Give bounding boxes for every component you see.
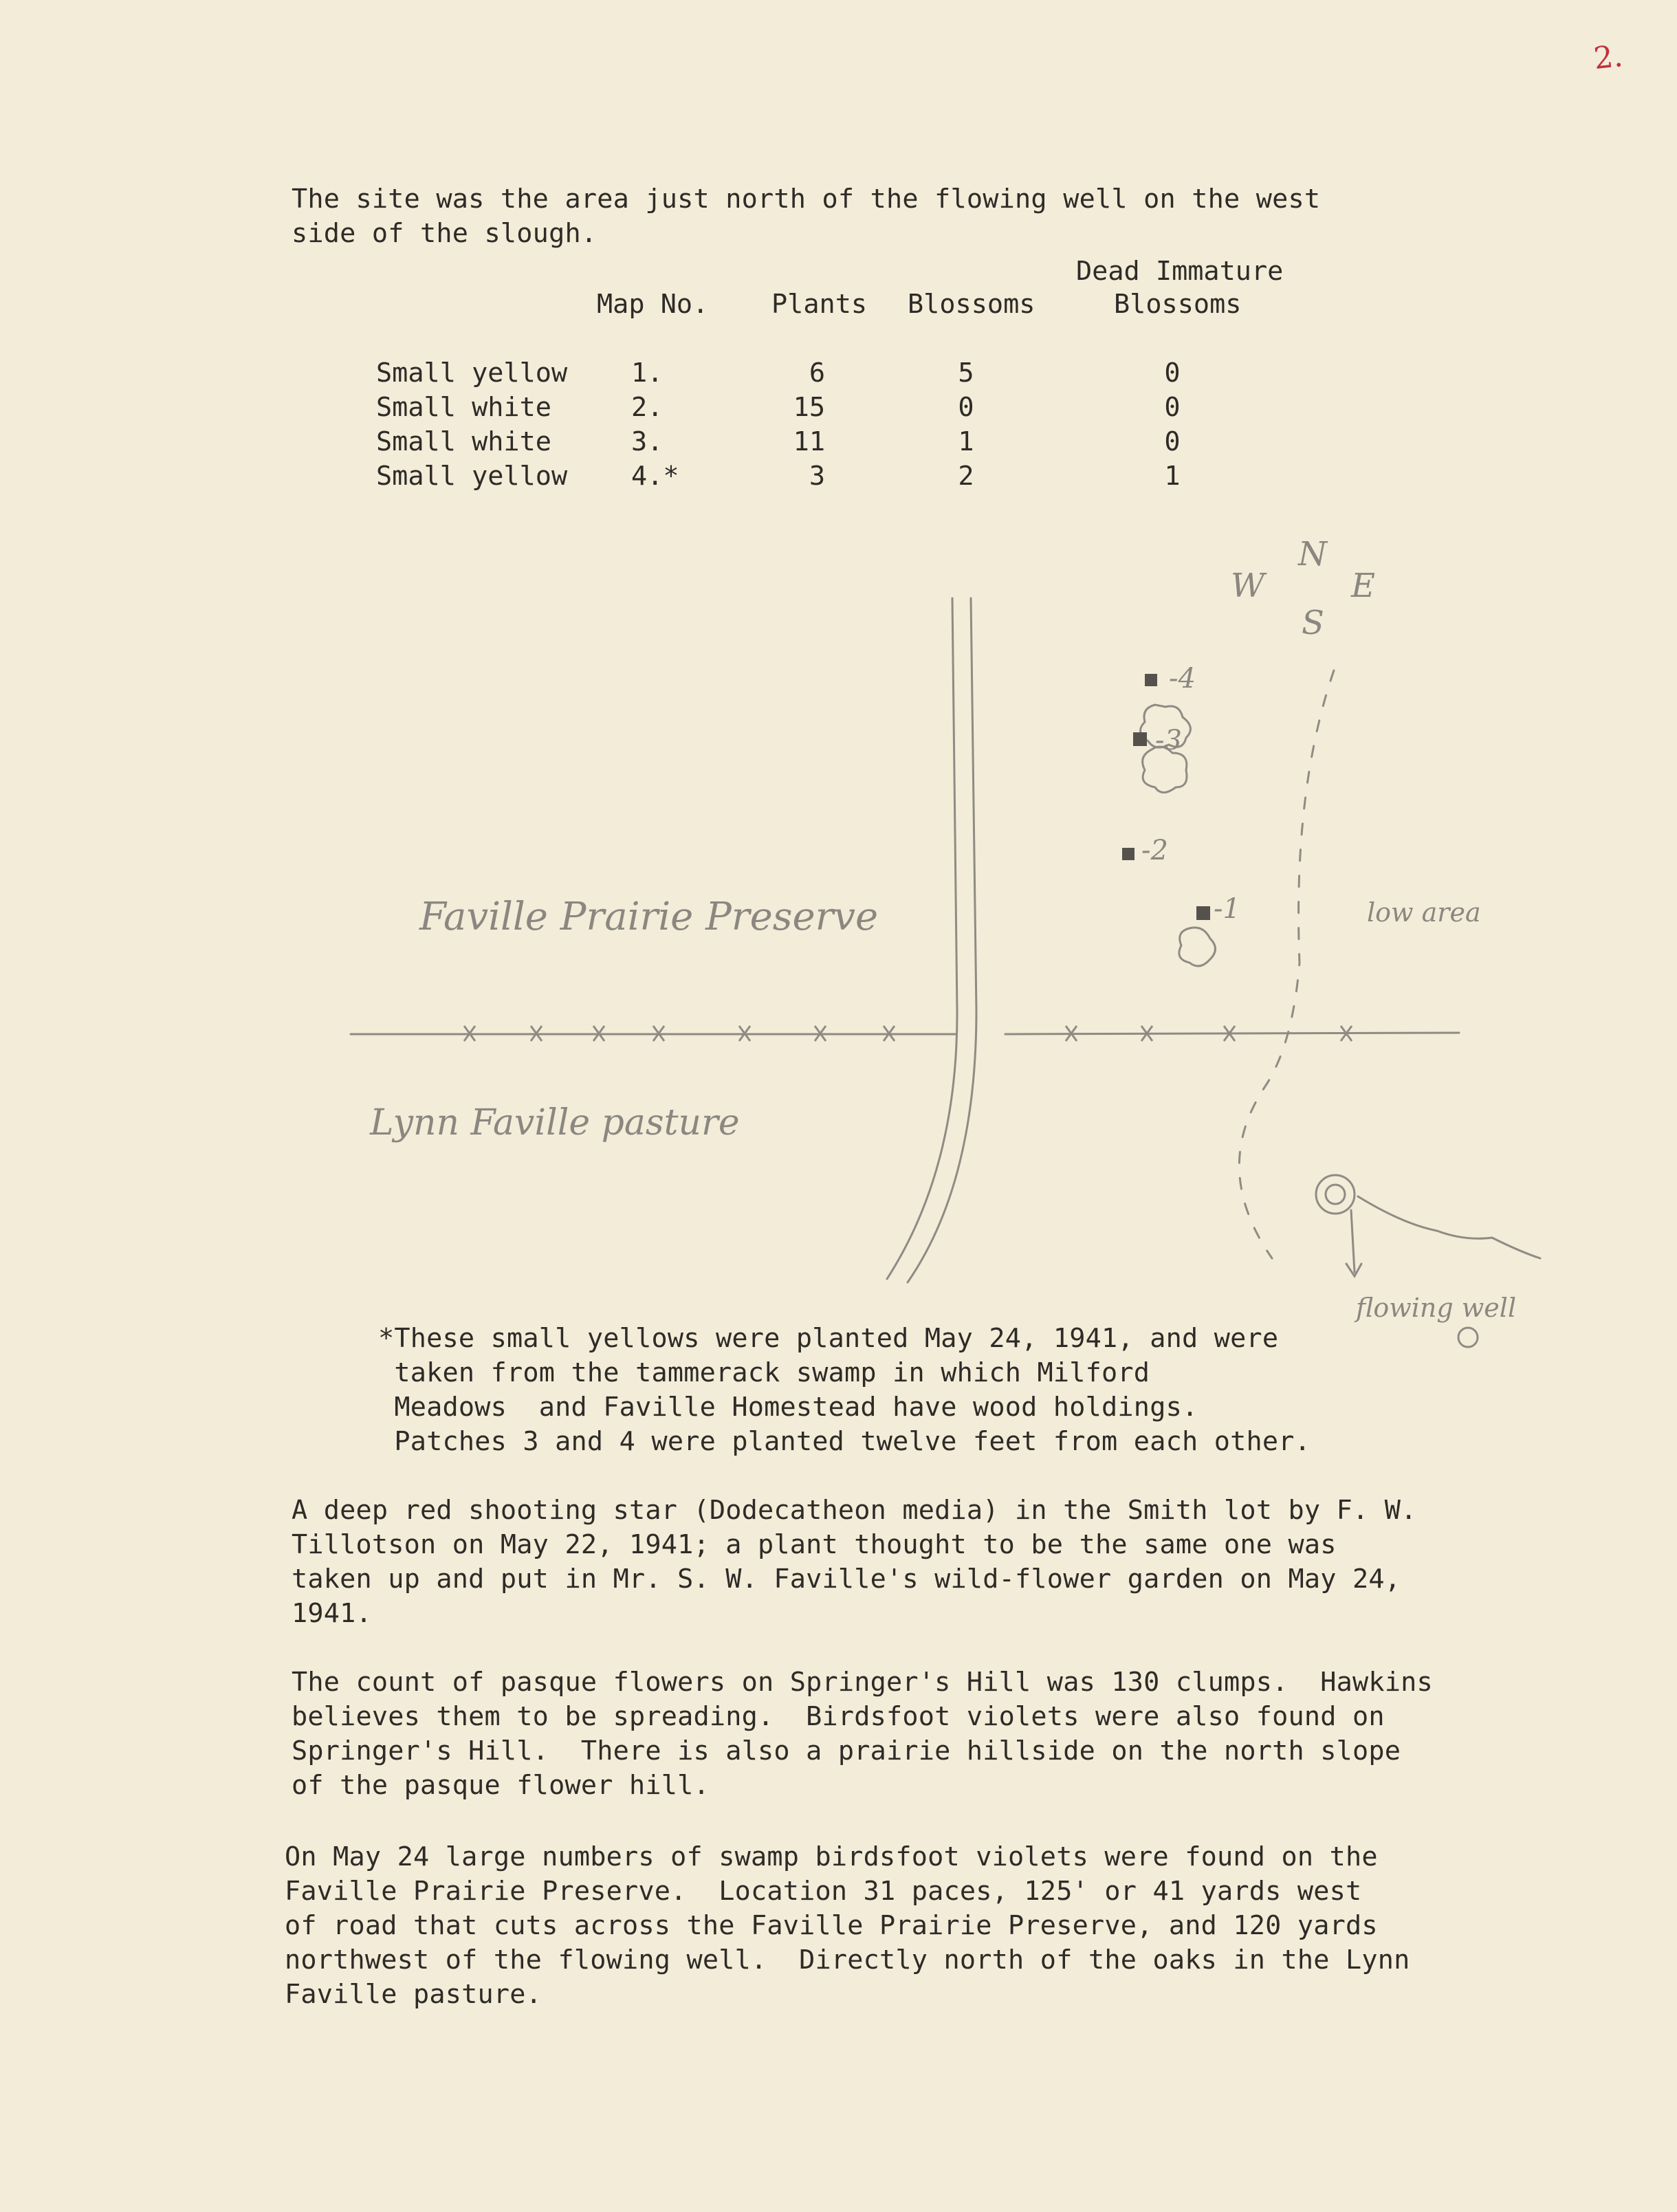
- marker-label-4: -4: [1169, 663, 1196, 694]
- fence-line-east: [1005, 1033, 1459, 1034]
- marker-square-4: [1145, 674, 1157, 686]
- compass-north: N: [1298, 535, 1327, 573]
- plot-markers: [1122, 674, 1210, 920]
- marker-square-1: [1196, 906, 1210, 920]
- row-4-dead: 1: [1164, 461, 1181, 492]
- intro-line-2: side of the slough.: [292, 218, 598, 249]
- para1-line-3: taken up and put in Mr. S. W. Faville's wild-flower garden on May 24,: [292, 1564, 1401, 1595]
- flowing-well-marker: [1316, 1175, 1355, 1214]
- header-blossoms: Blossoms: [908, 289, 1035, 320]
- footnote-line-1: *These small yellows were planted May 24, 1941, and were: [378, 1323, 1279, 1354]
- header-dead-immature: Dead Immature: [1076, 256, 1284, 287]
- row-2-name: Small white: [376, 392, 551, 423]
- row-2-dead: 0: [1164, 392, 1181, 423]
- marker-label-3: -3: [1155, 725, 1182, 756]
- row-4-plants: 3: [809, 461, 825, 492]
- row-3-map-no: 3.: [631, 426, 664, 457]
- header-map-no: Map No.: [597, 289, 709, 320]
- para3-line-3: of road that cuts across the Faville Prairie Preserve, and 120 yards: [285, 1910, 1378, 1941]
- road-line-west: [887, 598, 957, 1279]
- row-4-blossoms: 2: [958, 461, 974, 492]
- well-arrow: [1351, 1210, 1355, 1272]
- para3-line-2: Faville Prairie Preserve. Location 31 paces, 125' or 41 yards west: [285, 1876, 1362, 1907]
- intro-line-1: The site was the area just north of the flowing well on the west: [292, 184, 1321, 215]
- well-outflow: [1358, 1196, 1540, 1258]
- row-2-plants: 15: [793, 392, 825, 423]
- road-line-east: [908, 598, 976, 1282]
- row-4-map-no: 4.*: [631, 461, 679, 492]
- header-dead-blossoms: Blossoms: [1114, 289, 1242, 320]
- para2-line-3: Springer's Hill. There is also a prairie hillside on the north slope: [292, 1735, 1401, 1766]
- flowing-well-inner: [1326, 1185, 1345, 1204]
- marker-square-3: [1133, 732, 1147, 746]
- marker-label-2: -2: [1141, 835, 1168, 866]
- compass-east: E: [1351, 567, 1376, 605]
- row-1-name: Small yellow: [376, 358, 568, 388]
- row-1-blossoms: 5: [958, 358, 974, 388]
- row-2-map-no: 2.: [631, 392, 664, 423]
- label-faville-prairie-preserve: Faville Prairie Preserve: [419, 895, 879, 939]
- para3-line-5: Faville pasture.: [285, 1979, 542, 2010]
- para3-line-1: On May 24 large numbers of swamp birdsfoot violets were found on the: [285, 1841, 1378, 1872]
- para1-line-4: 1941.: [292, 1598, 372, 1629]
- row-2-blossoms: 0: [958, 392, 974, 423]
- para2-line-1: The count of pasque flowers on Springer's Hill was 130 clumps. Hawkins: [292, 1667, 1433, 1698]
- para1-line-2: Tillotson on May 22, 1941; a plant thought to be the same one was: [292, 1529, 1337, 1560]
- label-lynn-faville-pasture: Lynn Faville pasture: [370, 1102, 740, 1143]
- row-1-dead: 0: [1164, 358, 1181, 388]
- para2-line-2: believes them to be spreading. Birdsfoot violets were also found on: [292, 1701, 1385, 1732]
- clump-1: [1179, 928, 1216, 966]
- footnote-line-4: Patches 3 and 4 were planted twelve feet from each other.: [378, 1426, 1311, 1457]
- slough-edge: [1239, 670, 1334, 1258]
- label-low-area: low area: [1367, 897, 1481, 928]
- para1-line-1: A deep red shooting star (Dodecatheon media) in the Smith lot by F. W.: [292, 1495, 1417, 1526]
- marker-label-1: -1: [1214, 893, 1240, 925]
- para3-line-4: northwest of the flowing well. Directly north of the oaks in the Lynn: [285, 1945, 1410, 1975]
- row-1-map-no: 1.: [631, 358, 664, 388]
- para2-line-4: of the pasque flower hill.: [292, 1770, 710, 1801]
- page-number: 2.: [1592, 38, 1625, 77]
- row-1-plants: 6: [809, 358, 825, 388]
- compass-south: S: [1302, 604, 1324, 642]
- footnote-line-2: taken from the tammerack swamp in which Milford: [378, 1357, 1150, 1388]
- well-small-circle: [1458, 1328, 1478, 1347]
- footnote-line-3: Meadows and Faville Homestead have wood holdings.: [378, 1392, 1198, 1423]
- row-4-name: Small yellow: [376, 461, 568, 492]
- compass-west: W: [1231, 567, 1265, 605]
- marker-square-2: [1122, 848, 1135, 860]
- header-plants: Plants: [771, 289, 868, 320]
- label-flowing-well: flowing well: [1356, 1293, 1517, 1323]
- row-3-plants: 11: [793, 426, 825, 457]
- row-3-name: Small white: [376, 426, 551, 457]
- row-3-blossoms: 1: [958, 426, 974, 457]
- row-3-dead: 0: [1164, 426, 1181, 457]
